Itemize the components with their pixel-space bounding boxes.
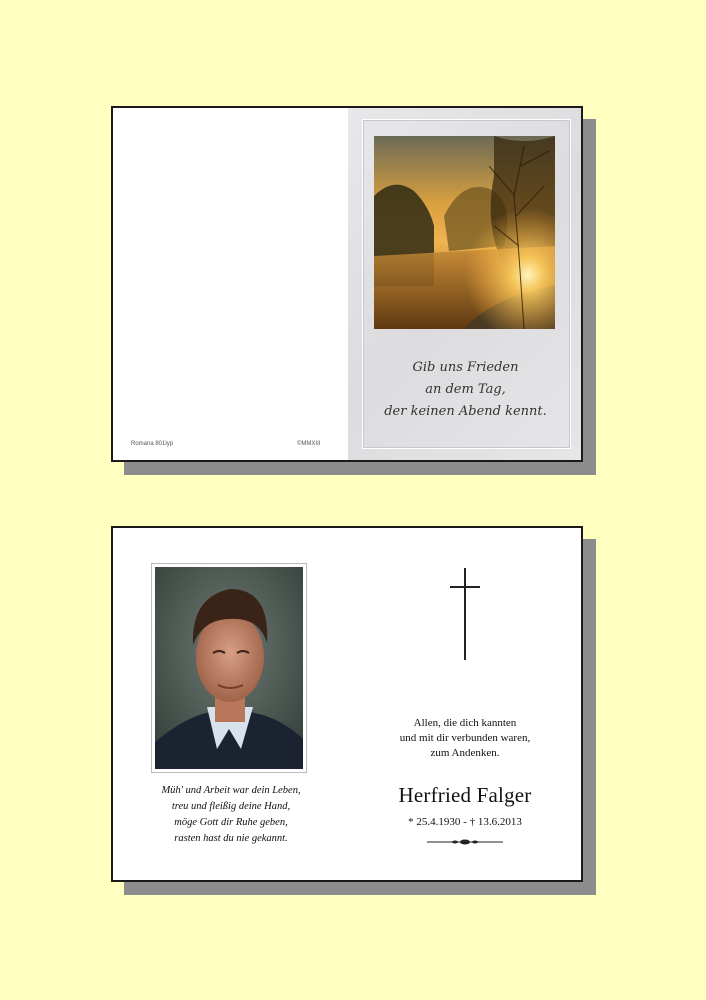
poem-line: rasten hast du nie gekannt.: [174, 833, 288, 844]
top-card-cover: [348, 108, 583, 460]
poem-line: möge Gott dir Ruhe geben,: [174, 817, 288, 828]
ornament-divider-icon: [427, 838, 503, 846]
poem-line: Müh' und Arbeit war dein Leben,: [161, 785, 301, 796]
portrait-frame: [151, 563, 307, 773]
dedication-line: zum Andenken.: [430, 747, 500, 759]
verse-line: der keinen Abend kennt.: [384, 404, 547, 419]
top-card: [111, 106, 583, 462]
imprint-left: Romana 801lyp: [131, 441, 174, 447]
verse-line: an dem Tag,: [425, 382, 506, 397]
top-card-inner-left: [113, 108, 348, 460]
portrait-photo: [155, 567, 303, 769]
verse-line: Gib uns Frieden: [412, 360, 519, 375]
cover-verse: [348, 357, 583, 423]
imprint-right: ©MMXIII: [297, 441, 321, 447]
dedication: [365, 716, 565, 761]
dedication-line: und mit dir verbunden waren,: [399, 732, 531, 744]
life-dates: * 25.4.1930 - † 13.6.2013: [408, 816, 522, 828]
cross-icon: [450, 568, 480, 660]
poem-line: treu und fleißig deine Hand,: [171, 801, 291, 812]
deceased-name: Herfried Falger: [398, 783, 532, 807]
bottom-card: [111, 526, 583, 882]
dedication-line: Allen, die dich kannten: [413, 717, 517, 729]
sunrise-river-image: [374, 136, 555, 329]
memorial-poem: [131, 783, 331, 847]
